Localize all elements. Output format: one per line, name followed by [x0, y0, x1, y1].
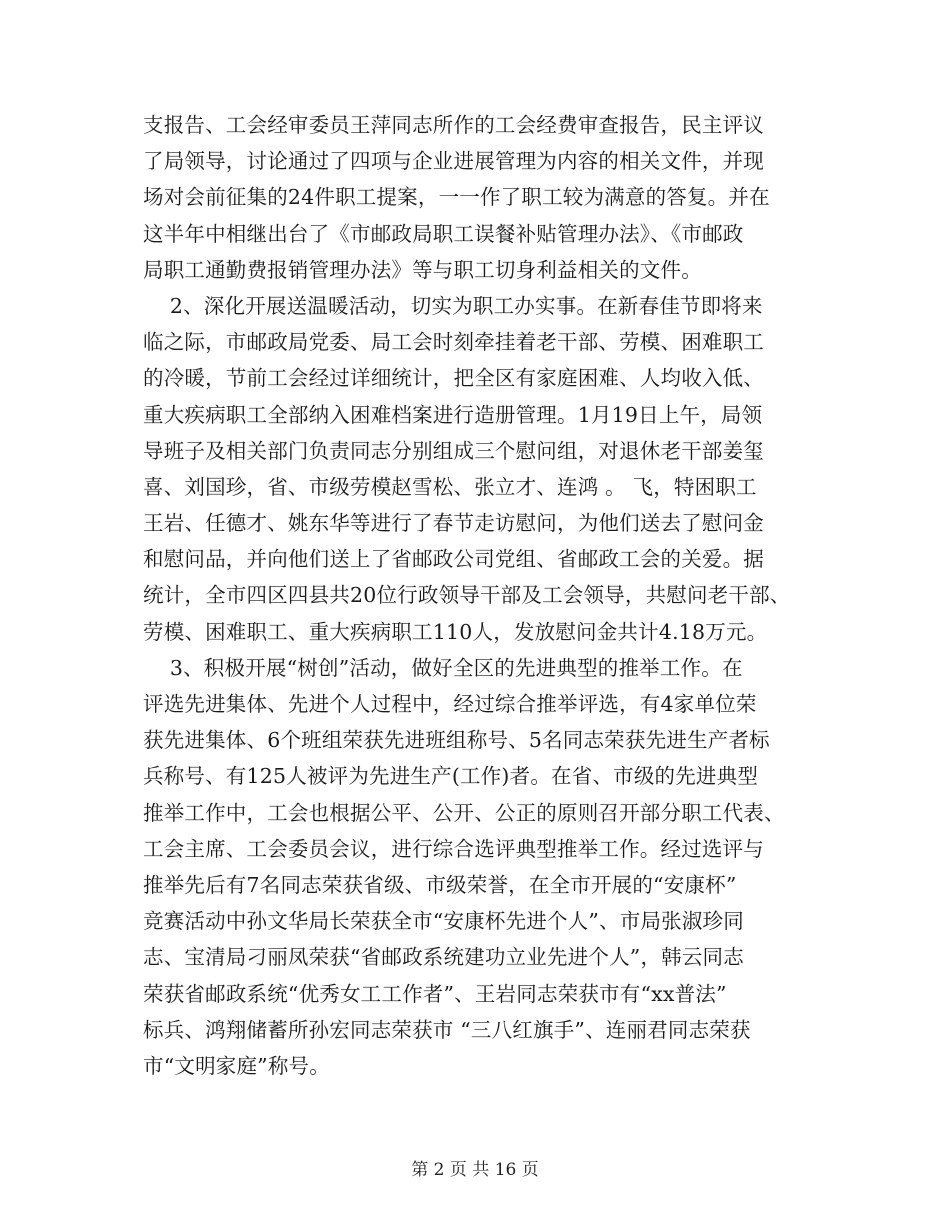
text-line: 和慰问品，并向他们送上了省邮政公司党组、省邮政工会的关爱。据: [143, 547, 764, 572]
paragraph-start-line: 3、积极开展“树创”活动，做好全区的先进典型的推举工作。在: [143, 655, 743, 680]
text-line: 工会主席、工会委员会议，进行综合选评典型推举工作。经过选评与: [143, 836, 764, 861]
text-line: 劳模、困难职工、重大疾病职工110人，发放慰问金共计4.18万元。: [143, 619, 768, 644]
text-line: 评选先进集体、先进个人过程中，经过综合推举评选，有4家单位荣: [143, 692, 757, 716]
text-line: 竞赛活动中孙文华局长荣获全市“安康杯先进个人”、市局张淑珍同: [143, 909, 744, 934]
text-line: 导班子及相关部门负责同志分别组成三个慰问组，对退休老干部姜玺: [143, 438, 764, 463]
text-line: 王岩、任德才、姚东华等进行了春节走访慰问，为他们送去了慰问金: [143, 511, 764, 536]
text-line: 喜、刘国珍，省、市级劳模赵雪松、张立才、连鸿 。 飞，特困职工: [143, 474, 757, 499]
text-line: 临之际，市邮政局党委、局工会时刻牵挂着老干部、劳模、困难职工: [143, 330, 764, 355]
text-line: 市“文明家庭”称号。: [143, 1053, 330, 1078]
text-line: 支报告、工会经审委员王萍同志所作的工会经费审查报告，民主评议: [143, 113, 764, 137]
text-line: 标兵、鸿翔储蓄所孙宏同志荣获市 “三八红旗手”、连丽君同志荣获: [143, 1017, 751, 1042]
body-text: [143, 107, 815, 1084]
text-line: 推举先后有7名同志荣获省级、市级荣誉，在全市开展的“安康杯”: [143, 872, 737, 897]
text-line: 统计，全市四区四县共20位行政领导干部及工会领导，共慰问老干部、: [143, 583, 791, 608]
page-footer: 第 2 页 共 16 页: [411, 1160, 539, 1180]
text-line: 重大疾病职工全部纳入困难档案进行造册管理。1月19日上午，局领: [143, 402, 763, 427]
text-line: 的冷暖，节前工会经过详细统计，把全区有家庭困难、人均收入低、: [143, 366, 764, 391]
text-line: 场对会前征集的24件职工提案，一一作了职工较为满意的答复。并在: [143, 185, 770, 210]
text-line: 这半年中相继出台了《市邮政局职工误餐补贴管理办法》、《市邮政: [143, 221, 744, 246]
text-line: 志、宝清局刁丽凤荣获“省邮政系统建功立业先进个人”，韩云同志: [143, 945, 744, 970]
paragraph-start-line: 2、深化开展送温暖活动，切实为职工办实事。在新春佳节即将来: [143, 293, 763, 318]
text-line: 荣获省邮政系统“优秀女工工作者”、王岩同志荣获市有“xx普法”: [143, 981, 727, 1006]
text-line: 获先进集体、6个班组荣获先进班组称号、5名同志荣获先进生产者标: [143, 728, 770, 753]
text-line: 了局领导，讨论通过了四项与企业进展管理为内容的相关文件，并现: [143, 149, 764, 174]
text-line: 兵称号、有125人被评为先进生产(工作)者。在省、市级的先进典型: [143, 764, 759, 789]
text-line: 推举工作中，工会也根据公平、公开、公正的原则召开部分职工代表、: [143, 800, 785, 825]
text-line: 局职工通勤费报销管理办法》等与职工切身利益相关的文件。: [143, 257, 702, 282]
